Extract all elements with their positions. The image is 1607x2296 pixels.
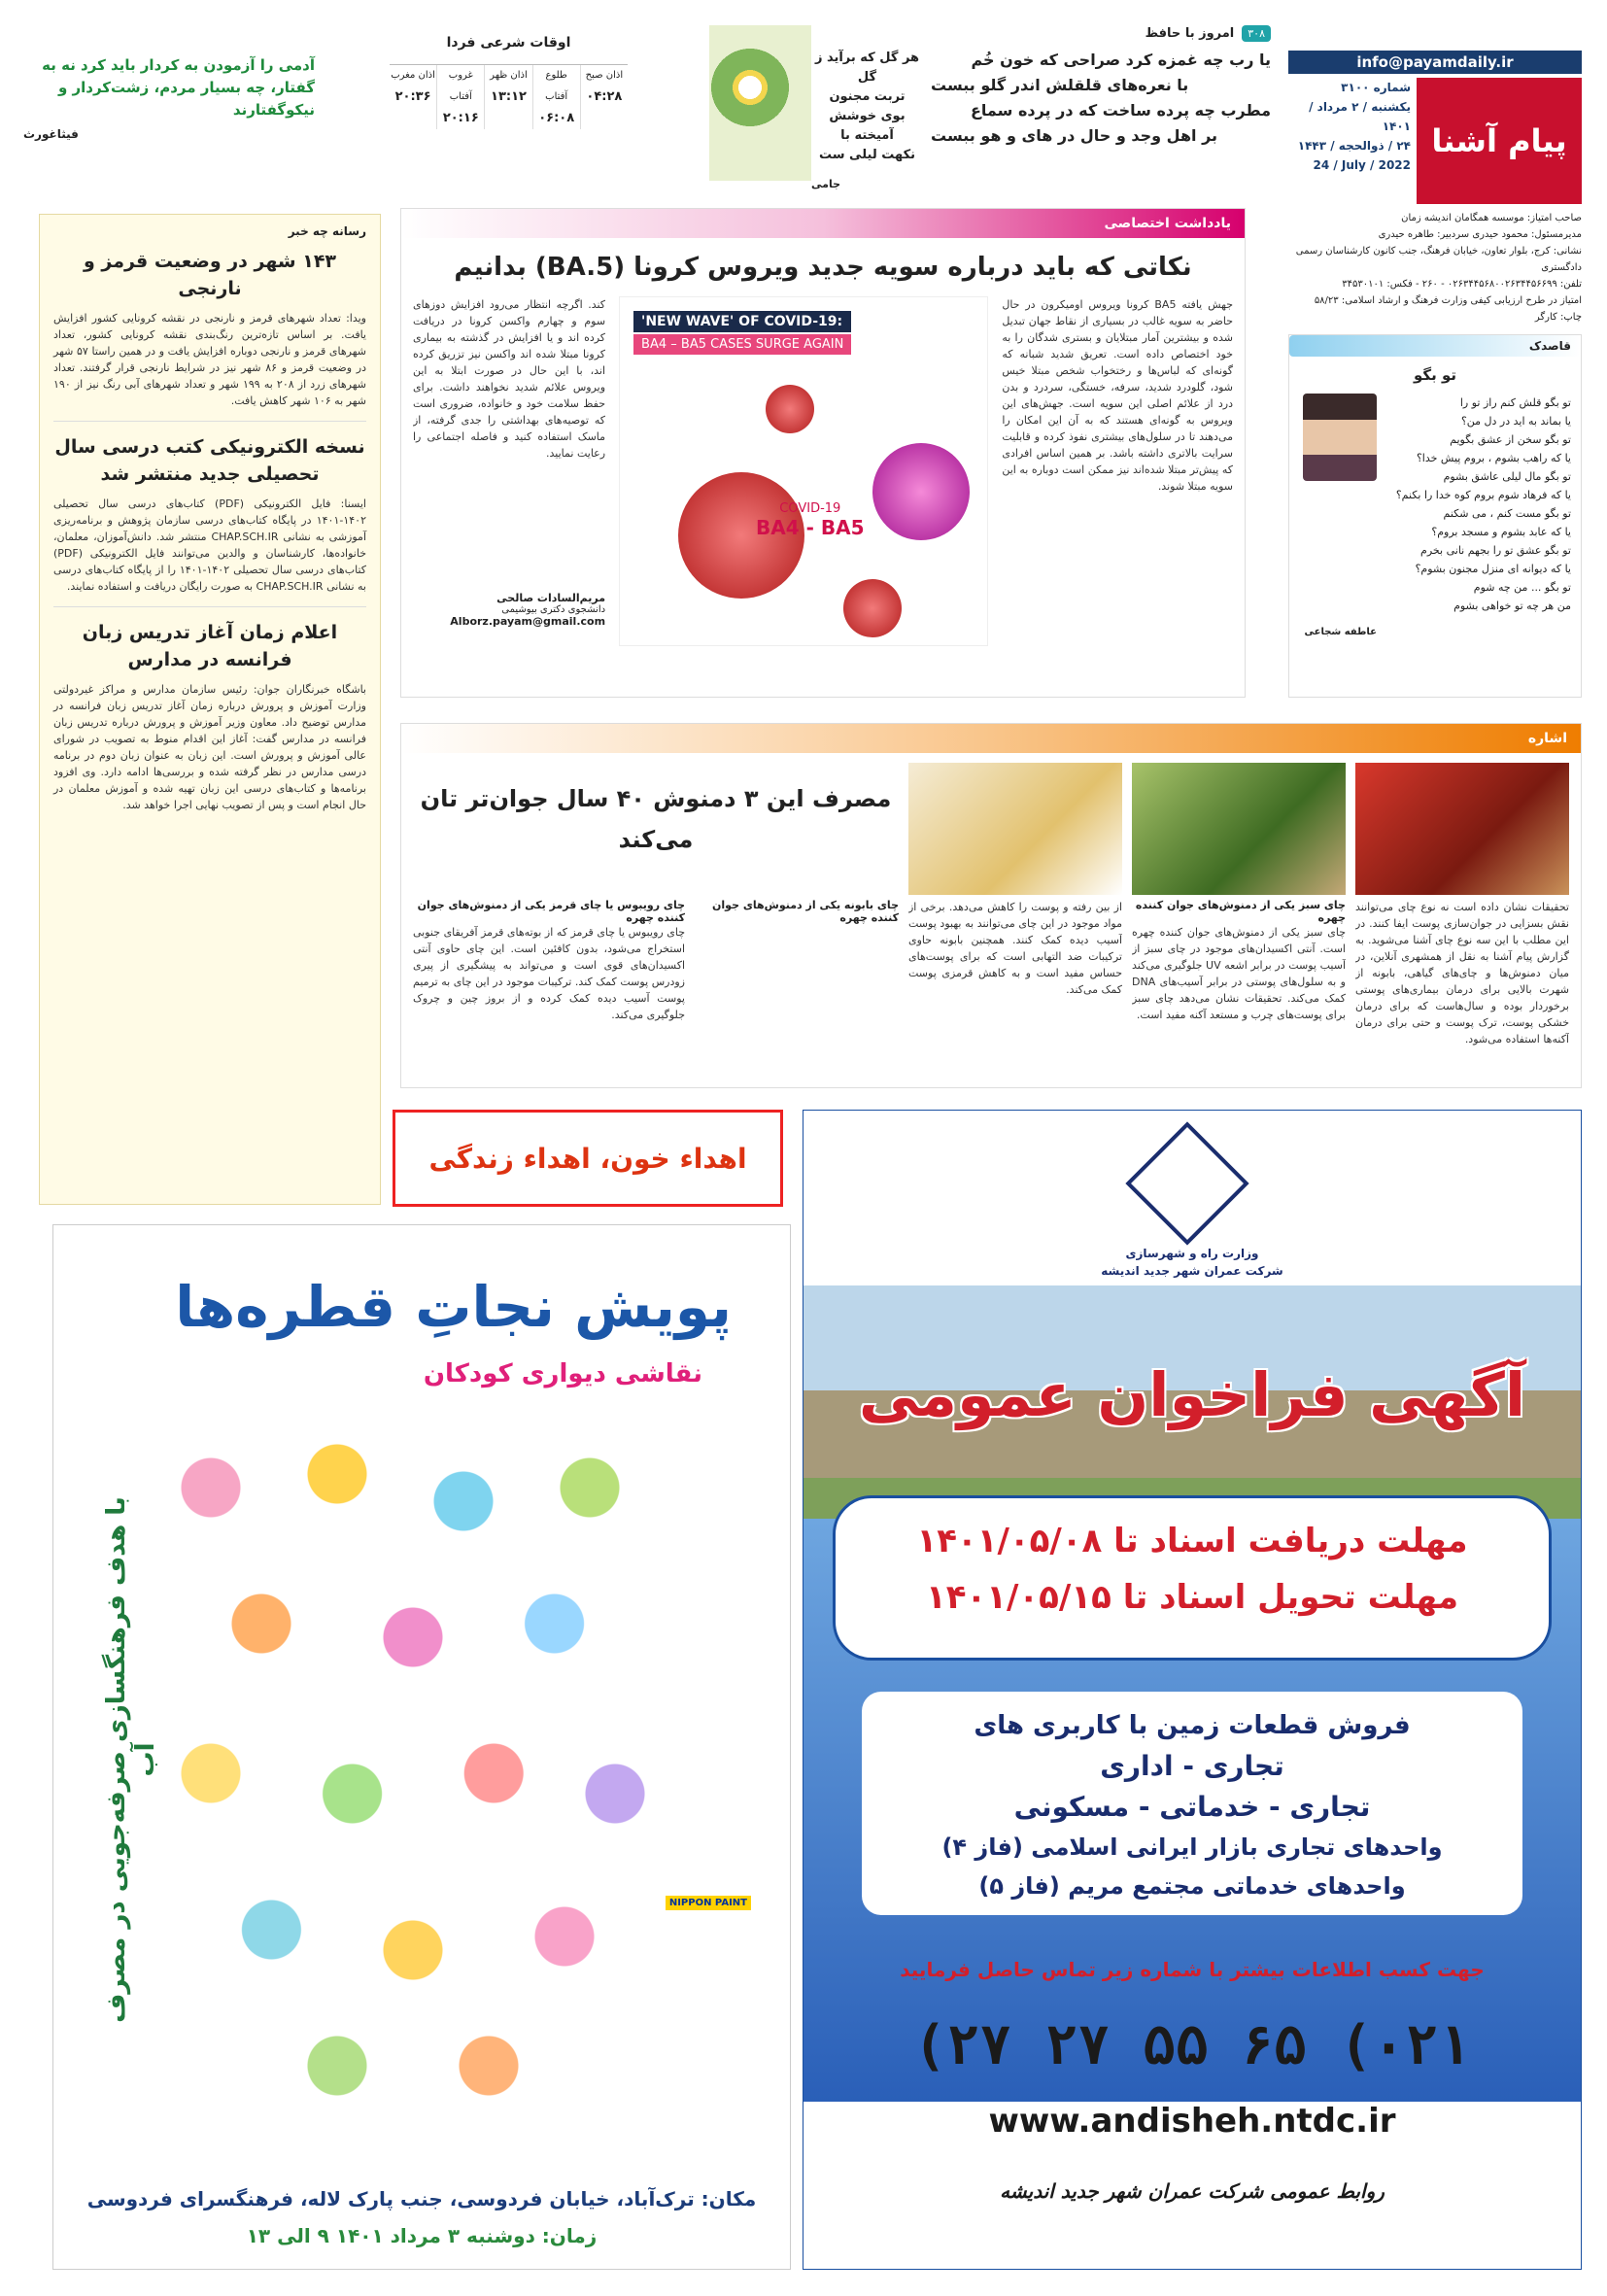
editorial-email[interactable]: Alborz.payam@gmail.com <box>450 615 606 628</box>
ministry-logo <box>1125 1121 1248 1245</box>
ad-side-text: با هدف فرهنگسازی صرفه‌جویی در مصرف آب <box>102 1496 160 2023</box>
covid-image <box>619 296 988 646</box>
editorial-col: کند. اگرچه انتظار می‌رود افزایش دوزهای سوم و چهارم واکسن کرونا در دریافت کرده اند و یا افزایش در گذشته به بیماری کرونا مبتلا شده اند واکسن نیز تزریق کرده اند، با این حال در صورت ابتلا به این ویروس علائم شدید نخواهند داشت. برای حفظ سلامت خود و خانواده، ضروری است که توصیه‌های بهداشتی را جدی گرفته، از ماسک استفاده کنید و فاصله اجتماعی را رعایت نمایید. <box>413 298 606 460</box>
chamomile-photo <box>709 25 811 181</box>
tender-lines-box <box>862 1692 1522 1915</box>
owner-line: مدیرمسئول: محمود حیدری سردبیر: طاهره حیدری <box>1378 229 1582 240</box>
poem-title: تو بگو <box>1413 366 1457 384</box>
owner-line: صاحب امتیاز: موسسه همگامان اندیشه زمان <box>1401 213 1582 223</box>
prayer-label: اذان صبح <box>585 70 624 81</box>
poem-line: یا که عابد بشوم و مسجد بروم؟ <box>1431 526 1571 538</box>
media-item <box>53 248 366 409</box>
media-item <box>53 433 366 595</box>
tender-ad <box>803 1110 1582 2270</box>
prayer-time: ۲۰:۱۶ <box>442 111 479 125</box>
tea-title: مصرف این ۳ دمنوش ۴۰ سال جوان‌تر تان می‌کند <box>420 785 892 853</box>
tender-line: واحدهای تجاری بازار ایرانی اسلامی (فاز ۴) <box>941 1833 1443 1861</box>
blood-text: اهداء خون، اهداء زندگی <box>428 1142 747 1175</box>
issue-number: شماره ۳۱۰۰ <box>1341 81 1411 94</box>
date-hijri: ۲۴ / ذوالحجه / ۱۴۴۳ <box>1297 139 1411 153</box>
media-item-title: نسخه الکترونیکی کتب درسی سال تحصیلی جدید منتشر شد <box>54 436 365 485</box>
ad-subtitle: نقاشی دیواری کودکان <box>423 1359 702 1388</box>
chamomile-tea-photo <box>908 763 1122 895</box>
editorial-author: مریم‌السادات صالحی <box>496 592 606 604</box>
ad-place: مکان: ترک‌آباد، خیابان فردوسی، جنب پارک لاله، فرهنگسرای فردوسی <box>86 2187 757 2210</box>
tender-line: تجاری - اداری <box>1100 1750 1284 1782</box>
date-fa: یکشنبه / ۲ مرداد / ۱۴۰۱ <box>1309 100 1411 133</box>
flower-quote-line: هر گل که برآید ز گل <box>814 51 920 85</box>
virus-icon <box>766 385 814 433</box>
hafez-box <box>931 25 1271 181</box>
date-en: 24 / July / 2022 <box>1313 158 1411 172</box>
poem-header: قاصدک <box>1528 339 1571 353</box>
flower-quote-line: بوی خوشش آمیخته با <box>829 109 906 143</box>
ministry-name: وزارت راه و شهرسازی <box>1125 1247 1259 1260</box>
covid-badge: COVID-19 <box>779 501 841 516</box>
tea-col: تحقیقات نشان داده است نه نوع چای می‌توانند نقش بسزایی در جوان‌سازی پوست ایفا کنند. در این مطلب با این سه نوع چای آشنا می‌شوید. به گزارش پیام آشنا به نقل از همشهری آنلاین، در میان دمنوش‌ها و چای‌های گیاهی، بابونه از شهرت بالایی برای درمان بیماری‌های پوستی برخوردار بوده و سال‌هاست که برای درمان خشکی پوست، ترک پوست و حتی برای درمان آکنه‌ها استفاده می‌شود. <box>1355 901 1569 1045</box>
flower-quote-box <box>709 25 923 190</box>
green-tea-photo <box>1132 763 1346 895</box>
media-item-body: ایسنا: فایل الکترونیکی (PDF) کتاب‌های درسی سال تحصیلی ۱۴۰۲-۱۴۰۱ در پایگاه کتاب‌های درسی سازمان پژوهش و برنامه‌ریزی آموزشی به نشانی CHAP.SCH.IR منتشر شد. دانش‌آموزان، معلمان، خانواده‌ها، کارشناسان و والدین می‌توانند فایل الکترونیکی (PDF) کتاب‌های درسی سال تحصیلی ۱۴۰۲-۱۴۰۱ را از پایگاه کتاب‌های درسی به نشانی CHAP.SCH.IR به صورت رایگان دریافت و استفاده نمایند. <box>53 497 367 593</box>
editorial-title: نکاتی که باید درباره سویه جدید ویروس کرونا (BA.5) بدانیم <box>454 253 1192 282</box>
sponsor-logo: NIPPON PAINT <box>666 1896 751 1910</box>
prayer-label: اذان ظهر <box>490 70 528 81</box>
prayer-time: ۲۰:۳۶ <box>394 89 431 104</box>
tender-title: آگهی فراخوان عمومی <box>858 1359 1526 1430</box>
poem-header-bar <box>1289 335 1581 357</box>
rooibos-photo <box>1355 763 1569 895</box>
poem-author: عاطفه شجاعی <box>1304 627 1377 637</box>
tea-header: اشاره <box>1527 731 1567 746</box>
covid-badge: BA4 - BA5 <box>756 516 865 539</box>
owner-line: تلفن: ۰۲۶۳۴۴۵۶۸۰۰۲۶۳۴۴۵۶۶۹۹ - ۲۶۰ - فکس: ۳۴۵۳۰۱۰۱ <box>1342 279 1582 290</box>
tea-col: چای سبز یکی از دمنوش‌های جوان کننده چهره است. آنتی اکسیدان‌های موجود در چای سبز از آسیب پوست در برابر اشعه UV جلوگیری می‌کند و به سلول‌های پوستی در برابر آسیب‌های DNA کمک می‌کند. تحقیقات نشان می‌دهد چای سبز برای پوست‌های چرب و مستعد آکنه مفید است. <box>1132 926 1346 1021</box>
poem-line: تو بگو مست کنم ، می شکنم <box>1443 507 1571 520</box>
top-quote-text: آدمی را آزمودن به کردار باید کرد نه به گفتار، چه بسیار مردم، زشت‌کردار و نیکوگفتارند <box>42 56 315 119</box>
media-header: رسانه چه خبر <box>288 224 366 238</box>
flower-quote-line: نکهت لیلی ست <box>818 148 916 162</box>
poem-line: یا که راهب بشوم ، بروم پیش خدا؟ <box>1416 452 1571 464</box>
hafez-line: با نعره‌های قلقلش اندر گلو ببست <box>931 76 1189 94</box>
owner-line: چاپ: کارگر <box>1534 312 1582 323</box>
tea-subhead: چای رویبوس یا چای قرمز یکی از دمنوش‌های جوان کننده چهره <box>417 899 685 924</box>
children-ad <box>52 1224 791 2270</box>
editorial-header-bar <box>401 209 1245 238</box>
prayer-box <box>390 35 628 142</box>
hafez-line: مطرب چه پرده ساخت که در پرده سماع <box>970 101 1271 120</box>
editorial-header: یادداشت اختصاصی <box>1104 216 1231 231</box>
website[interactable]: www.andisheh.ntdc.ir <box>988 2102 1396 2141</box>
email[interactable]: info@payamdaily.ir <box>1288 51 1582 74</box>
logo <box>1417 78 1582 204</box>
tea-col: از بین رفته و پوست را کاهش می‌دهد. برخی از مواد موجود در این چای می‌توانند به بهبود پوست آسیب دیده کمک کنند. همچنین بابونه حاوی ترکیبات ضد التهابی است که برای پوست‌های حساس مفید است و به کاهش قرمزی پوست کمک می‌کند. <box>908 901 1122 996</box>
poet-avatar <box>1303 394 1377 481</box>
poem-box <box>1288 334 1582 698</box>
tender-footer: روابط عمومی شرکت عمران شهر جدید اندیشه <box>1000 2179 1385 2203</box>
tender-line: فروش قطعات زمین با کاربری های <box>974 1711 1411 1740</box>
prayer-title: اوقات شرعی فردا <box>446 35 571 51</box>
company-name: شرکت عمران شهر جدید اندیشه <box>1101 1264 1283 1278</box>
media-item-body: ویدا: تعداد شهرهای قرمز و نارنجی در نقشه کرونایی کشور افزایش یافت. بر اساس تازه‌ترین رنگ‌بندی نقشه کرونایی کشور، تعداد شهرهای قرمز و نارنجی دوباره افزایش یافت و در همین راستا ۵۷ شهر در وضعیت قرمز و ۸۶ شهر نیز در شرایط نارنجی قرار گرفتند. تعداد شهرهای زرد از ۲۰۸ به ۱۹۹ شهر و تعداد شهرهای آبی رنگ نیز از ۱۹۰ شهر به ۱۰۶ شهر کاهش یافت. <box>53 312 367 407</box>
tea-header-bar <box>401 724 1581 753</box>
children-drawing <box>160 1420 666 2100</box>
owner-line: امتیاز در طرح ارزیابی کیفی وزارت فرهنگ و ارشاد اسلامی: ۵۸/۲۳ <box>1314 295 1582 306</box>
tea-article <box>400 723 1582 1088</box>
media-column <box>39 214 381 1205</box>
owner-box <box>1288 206 1582 328</box>
media-item <box>53 619 366 813</box>
poem-line: تو بگو قلش کنم راز تو را <box>1459 396 1571 409</box>
ad-time: زمان: دوشنبه ۳ مرداد ۱۴۰۱ ۹ الی ۱۳ <box>246 2224 598 2247</box>
prayer-time: ۰۴:۲۸ <box>586 89 623 104</box>
covid-caption-bottom: BA4 – BA5 CASES SURGE AGAIN <box>633 334 851 355</box>
hafez-line: بر اهل وجد و حال در های و هو ببست <box>931 126 1218 145</box>
hafez-badge: ۳۰۸ <box>1242 25 1271 42</box>
prayer-label: اذان مغرب <box>391 70 435 81</box>
phone-number[interactable]: ۰۲۱) ۶۵ ۵۵ ۲۷ ۲۷) <box>913 2014 1471 2077</box>
covid-caption-top: 'NEW WAVE' OF COVID-19: <box>633 311 851 332</box>
tender-line: واحدهای خدماتی مجتمع مریم (فاز ۵) <box>978 1872 1406 1900</box>
editorial-author-role: دانشجوی دکتری بیوشیمی <box>501 604 606 615</box>
tea-subhead: چای بابونه یکی از دمنوش‌های جوان کننده چهره <box>712 899 899 924</box>
owner-line: نشانی: کرج، بلوار تعاون، خیابان فرهنگ، جنب کانون کارشناسان رسمی دادگستری <box>1295 246 1582 273</box>
prayer-label: غروب آفتاب <box>448 70 473 102</box>
prayer-time: ۱۳:۱۲ <box>491 89 527 104</box>
deadline-receive: مهلت دریافت اسناد تا ۱۴۰۱/۰۵/۰۸ <box>916 1522 1468 1560</box>
flower-quote-author: جامی <box>811 178 840 190</box>
deadline-box <box>833 1495 1552 1661</box>
poem-line: من هر چه تو خواهی بشوم <box>1453 600 1571 612</box>
hafez-line: یا رب چه غمزه کرد صراحی که خون خُم <box>971 51 1271 69</box>
prayer-label: طلوع آفتاب <box>545 70 568 102</box>
tea-subhead: چای سبز یکی از دمنوش‌های جوان کننده چهره <box>1135 899 1346 924</box>
tender-line: تجاری - خدماتی - مسکونی <box>1013 1791 1371 1823</box>
editorial <box>400 208 1246 698</box>
virus-icon <box>843 579 902 637</box>
media-item-title: ۱۴۳ شهر در وضعیت قرمز و نارنجی <box>83 251 337 299</box>
masthead <box>1288 51 1582 206</box>
tea-col: چای رویبوس یا چای قرمز که از بوته‌های قرمز آفریقای جنوبی استخراج می‌شود، بدون کافئین است. این چای حاوی آنتی اکسیدان‌های قوی است و می‌تواند به پیشگیری از پیری زودرس پوست کمک کند. ترکیبات موجود در این چای به ترمیم پوست آسیب دیده کمک کرده و از بروز چین و چروک جلوگیری می‌کند. <box>413 926 685 1021</box>
poem-line: تو بگو عشق تو را بجهم نانی بخرم <box>1420 544 1571 557</box>
logo-text: پیام آشنا <box>1431 122 1567 159</box>
blood-banner <box>393 1110 783 1207</box>
contact-text: جهت کسب اطلاعات بیشتر با شماره زیر تماس حاصل فرمایید <box>900 1958 1485 1981</box>
deadline-submit: مهلت تحویل اسناد تا ۱۴۰۱/۰۵/۱۵ <box>926 1578 1458 1617</box>
top-quote-author: فیثاغورث <box>23 127 79 141</box>
poem-line: یا که دیوانه ای منزل مجنون بشوم؟ <box>1415 563 1571 575</box>
media-item-body: باشگاه خبرنگاران جوان: رئیس سازمان مدارس و مراکز غیردولتی وزارت آموزش و پرورش درباره زمان آغاز تدریس زبان فرانسه در مدارس توضیح داد. معاون وزیر آموزش و پرورش درباره تدریس زبان فرانسه در مدارس گفت: آغاز این اقدام منوط به تصویب در شورای عالی آموزش و پرورش است. این زبان به عنوان زبان دوم در برنامه درسی مدارس در نظر گرفته شده و بررسی‌ها ادامه دارد. وی افزود برنامه‌ها و کتاب‌های درسی این زبان تهیه شده و آموزش معلمان در حال انجام است و پس از تصویب نهایی اجرا خواهد شد. <box>53 683 366 811</box>
prayer-time: ۰۶:۰۸ <box>538 111 575 125</box>
virus-icon <box>872 443 970 540</box>
poem-line: یا بماند به اید در دل من؟ <box>1460 415 1571 428</box>
top-quote-box <box>23 35 315 161</box>
poem-line: تو بگو ... من چه شوم <box>1473 581 1571 594</box>
ad-title: پویش نجاتِ قطره‌ها <box>175 1274 732 1340</box>
poem-line: تو بگو مال لیلی عاشق بشوم <box>1443 470 1571 483</box>
flower-quote-line: تربت مجنون <box>829 89 906 104</box>
poem-line: تو بگو سخن از عشق بگویم <box>1450 433 1571 446</box>
hafez-title: امروز با حافظ <box>1145 26 1235 41</box>
editorial-col: جهش یافته BA5 کرونا ویروس اومیکرون در حال حاضر به سویه غالب در بسیاری از نقاط جهان تبدیل شده و بیشترین آمار مبتلایان و بستری شدگان را به خود اختصاص داده است. تعریق شدید شبانه که گونه‌ای که لباس‌ها و رختخواب شخص مبتلا خیس شود، گلودرد شدید، سرفه، خستگی، سردرد و بدن درد از علائم اصلی این سویه است. جهش‌های این ویروس به گونه‌ای هستند که به آن این امکان را می‌دهند تا در سلول‌های بیشتری نفوذ کرده و قابلیت سرایت بالاتری داشته باشد. بر همین اساس افرادی که پیش‌تر مبتلا شده‌اند نیز ممکن است دوباره به این سویه مبتلا شوند. <box>1002 298 1233 493</box>
media-item-title: اعلام زمان آغاز تدریس زبان فرانسه در مدارس <box>82 622 338 670</box>
poem-line: یا که فرهاد شوم بروم کوه خدا را بکنم؟ <box>1395 489 1571 501</box>
